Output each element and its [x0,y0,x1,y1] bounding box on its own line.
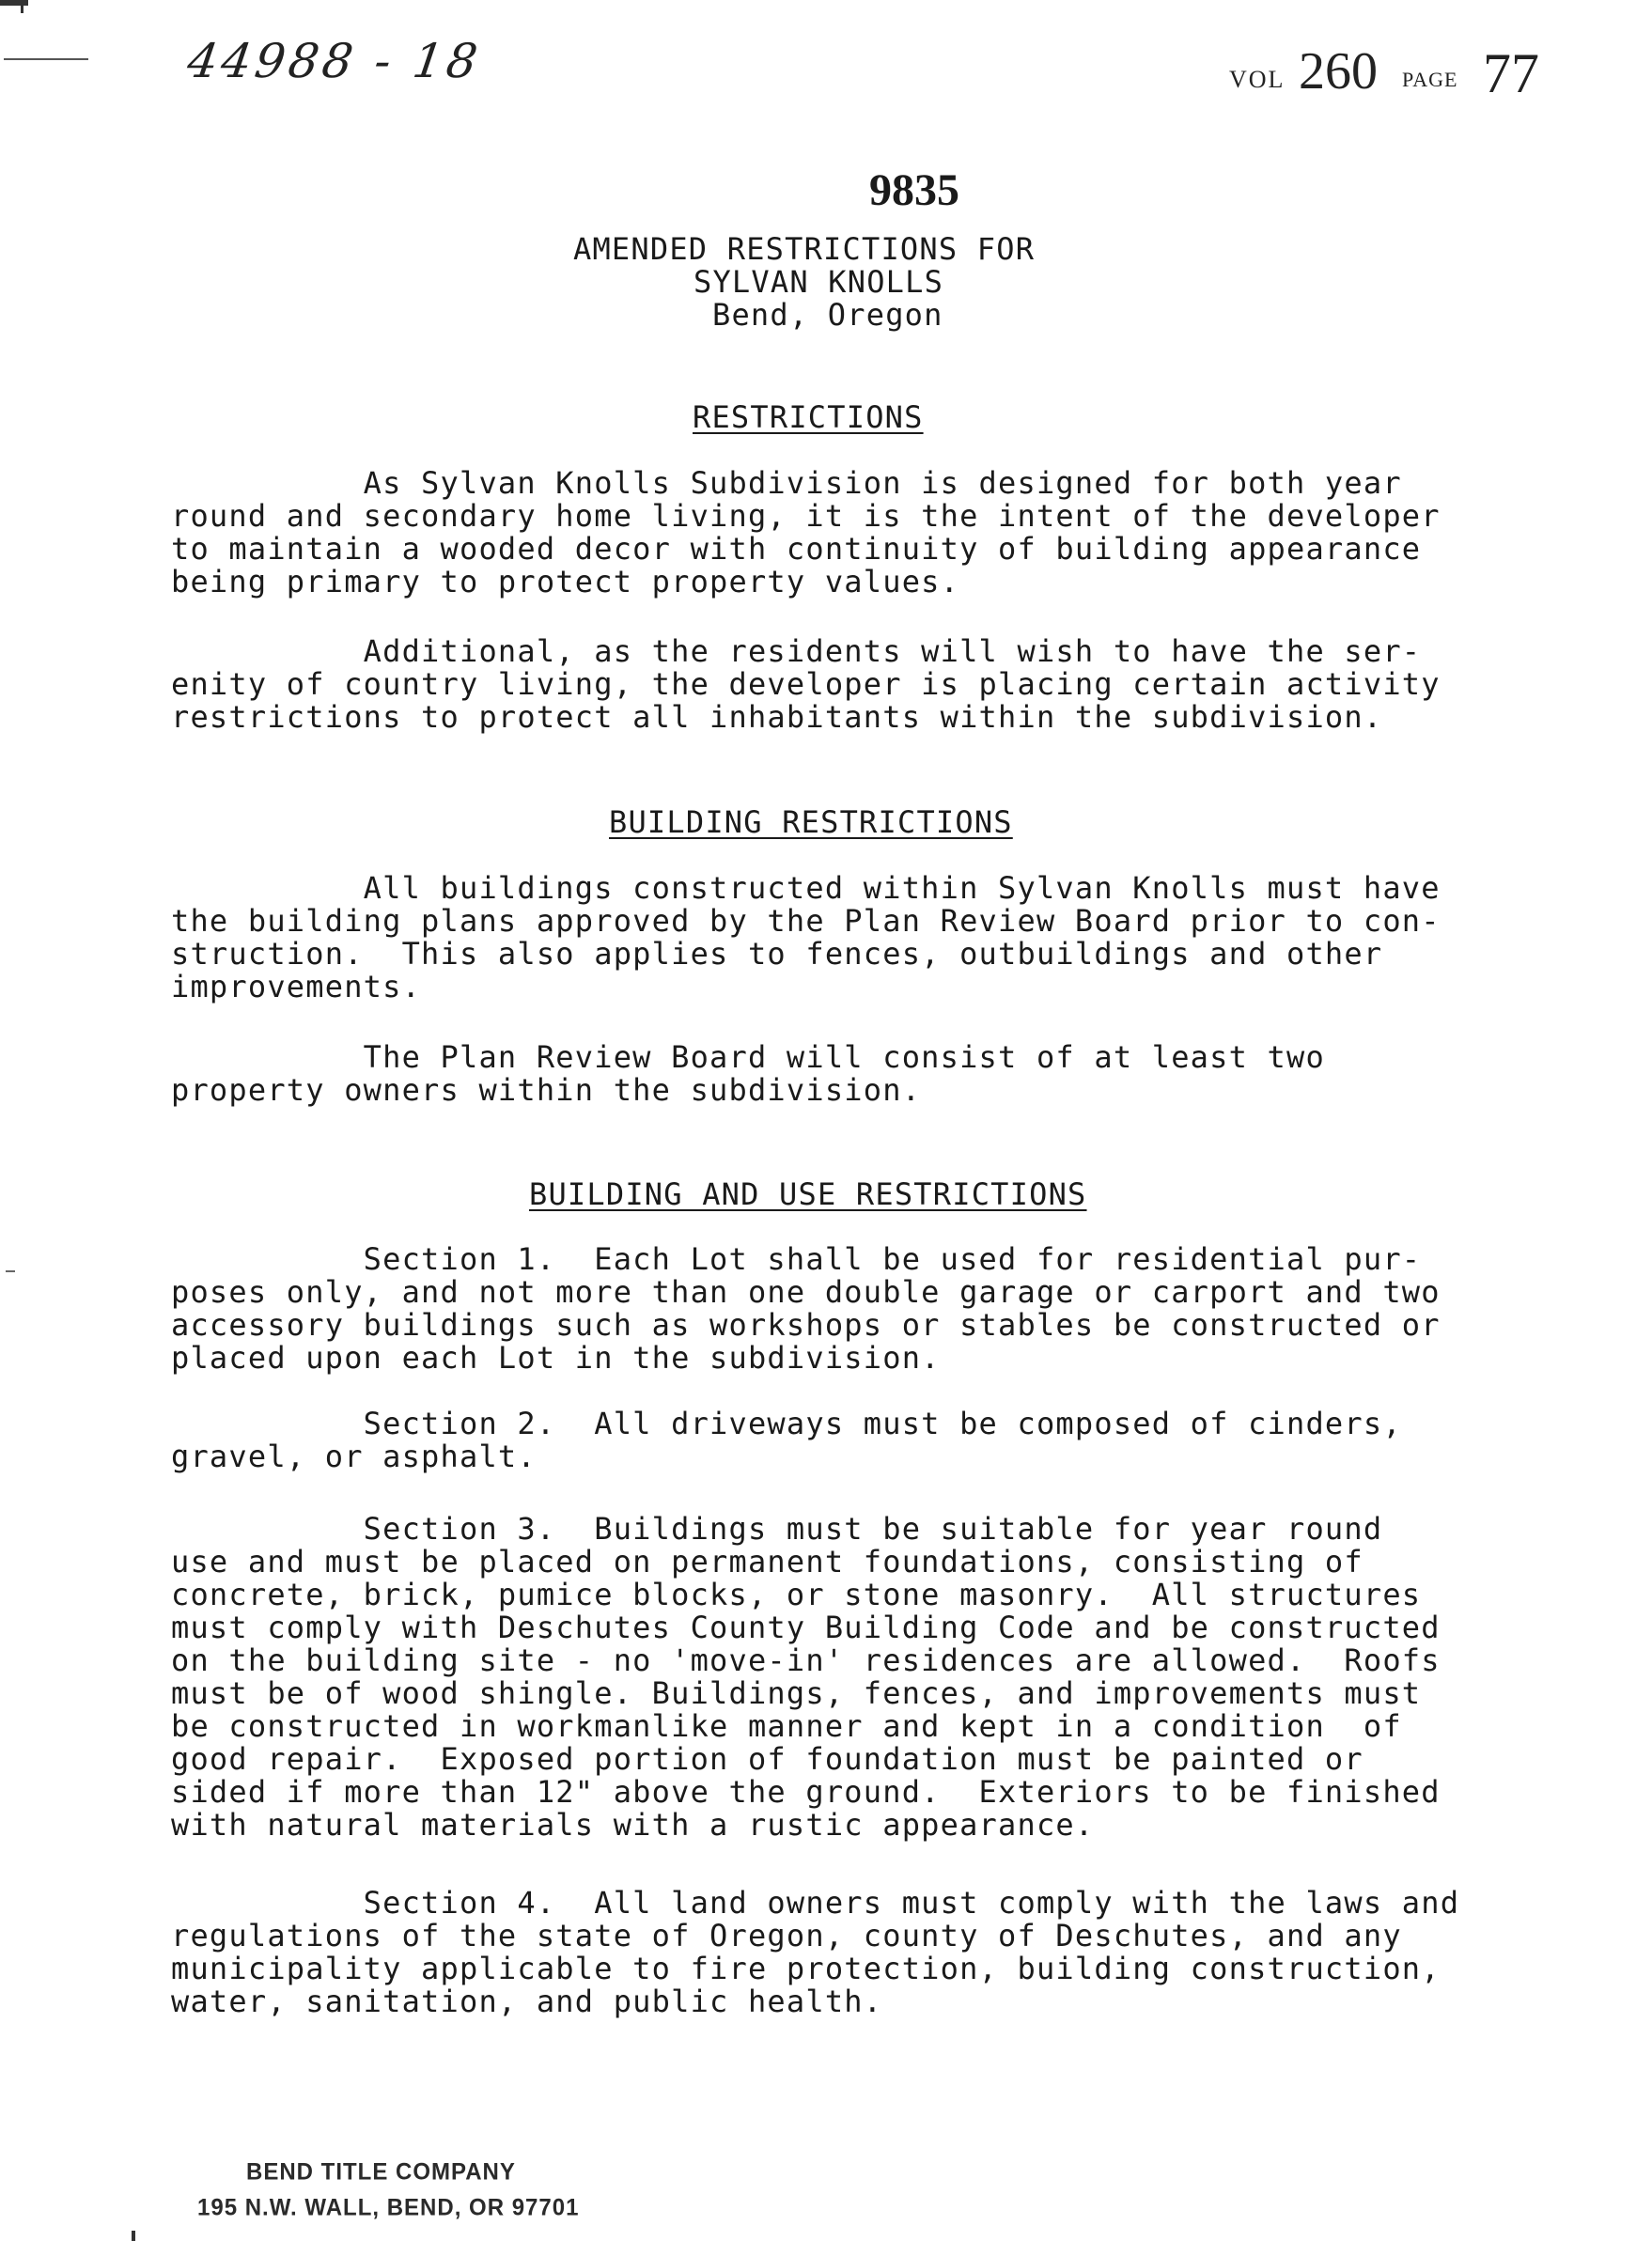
volume-label: VOL [1229,66,1286,93]
text-line: Section 4. All land owners must comply with the laws and [171,1885,1460,1921]
scan-artifact [6,1270,15,1272]
paragraph-activity [171,635,1505,734]
stamp-company: BEND TITLE COMPANY [246,2158,516,2186]
heading-restrictions: RESTRICTIONS [693,399,924,435]
heading-building-restrictions: BUILDING RESTRICTIONS [609,804,1013,840]
paragraph-plans [171,872,1505,1004]
text-line: restrictions to protect all inhabitants within the subdivision. [171,699,1383,735]
text-line: As Sylvan Knolls Subdivision is designed for both year [171,465,1402,501]
section-3 [171,1513,1505,1842]
document-number: 9835 [869,165,959,215]
text-line: regulations of the state of Oregon, county of Deschutes, and any [171,1918,1402,1953]
stamp-address: 195 N.W. WALL, BEND, OR 97701 [197,2194,580,2221]
scan-artifact [0,0,28,6]
text-line: improvements. [171,969,422,1004]
text-line: to maintain a wooded decor with continuity of building appearance [171,531,1422,567]
text-line: municipality applicable to fire protection, building construction, [171,1951,1441,1986]
page-number: 77 [1483,42,1539,104]
section-4 [171,1887,1505,2018]
text-line: with natural materials with a rustic appearance. [171,1807,1095,1843]
text-line: placed upon each Lot in the subdivision. [171,1340,941,1376]
scan-artifact [4,58,88,60]
text-line: be constructed in workmanlike manner and kept in a condition of [171,1708,1402,1744]
text-line: gravel, or asphalt. [171,1439,537,1474]
text-line: the building plans approved by the Plan Review Board prior to con- [171,903,1441,939]
text-line: enity of country living, the developer is placing certain activity [171,666,1441,702]
text-line: use and must be placed on permanent foundations, consisting of [171,1544,1364,1580]
title-line-1: AMENDED RESTRICTIONS FOR [573,231,1036,267]
text-line: poses only, and not more than one double garage or carport and two [171,1274,1441,1310]
paragraph-board [171,1041,1505,1107]
text-line: Section 3. Buildings must be suitable for year round [171,1511,1383,1547]
text-line: water, sanitation, and public health. [171,1984,883,2019]
text-line: Section 1. Each Lot shall be used for residential pur- [171,1241,1422,1277]
paragraph-intent [171,467,1505,599]
text-line: All buildings constructed within Sylvan Knolls must have [171,870,1441,906]
heading-building-use-restrictions: BUILDING AND USE RESTRICTIONS [529,1176,1087,1212]
page-label: PAGE [1402,68,1458,91]
title-line-3: Bend, Oregon [712,297,943,333]
title-line-2: SYLVAN KNOLLS [694,264,944,300]
section-2 [171,1408,1505,1473]
text-line: struction. This also applies to fences, outbuildings and other [171,936,1383,972]
volume-number: 260 [1299,42,1378,101]
text-line: must comply with Deschutes County Building Code and be constructed [171,1610,1441,1645]
text-line: concrete, brick, pumice blocks, or stone masonry. All structures [171,1577,1422,1612]
handwritten-number: 44988 - 18 [183,34,485,88]
text-line: property owners within the subdivision. [171,1072,922,1108]
scan-artifact [132,2231,135,2241]
text-line: sided if more than 12" above the ground. Exteriors to be finished [171,1774,1441,1810]
text-line: being primary to protect property values. [171,564,960,599]
section-1 [171,1243,1505,1375]
text-line: Additional, as the residents will wish to have the ser- [171,633,1422,669]
text-line: The Plan Review Board will consist of at least two [171,1039,1325,1075]
text-line: accessory buildings such as workshops or stables be constructed or [171,1307,1441,1343]
text-line: round and secondary home living, it is the intent of the developer [171,498,1441,534]
text-line: Section 2. All driveways must be composed of cinders, [171,1406,1402,1441]
text-line: good repair. Exposed portion of foundation must be painted or [171,1741,1364,1777]
text-line: must be of wood shingle. Buildings, fences, and improvements must [171,1675,1422,1711]
text-line: on the building site - no 'move-in' residences are allowed. Roofs [171,1642,1441,1678]
scan-artifact [21,0,23,13]
